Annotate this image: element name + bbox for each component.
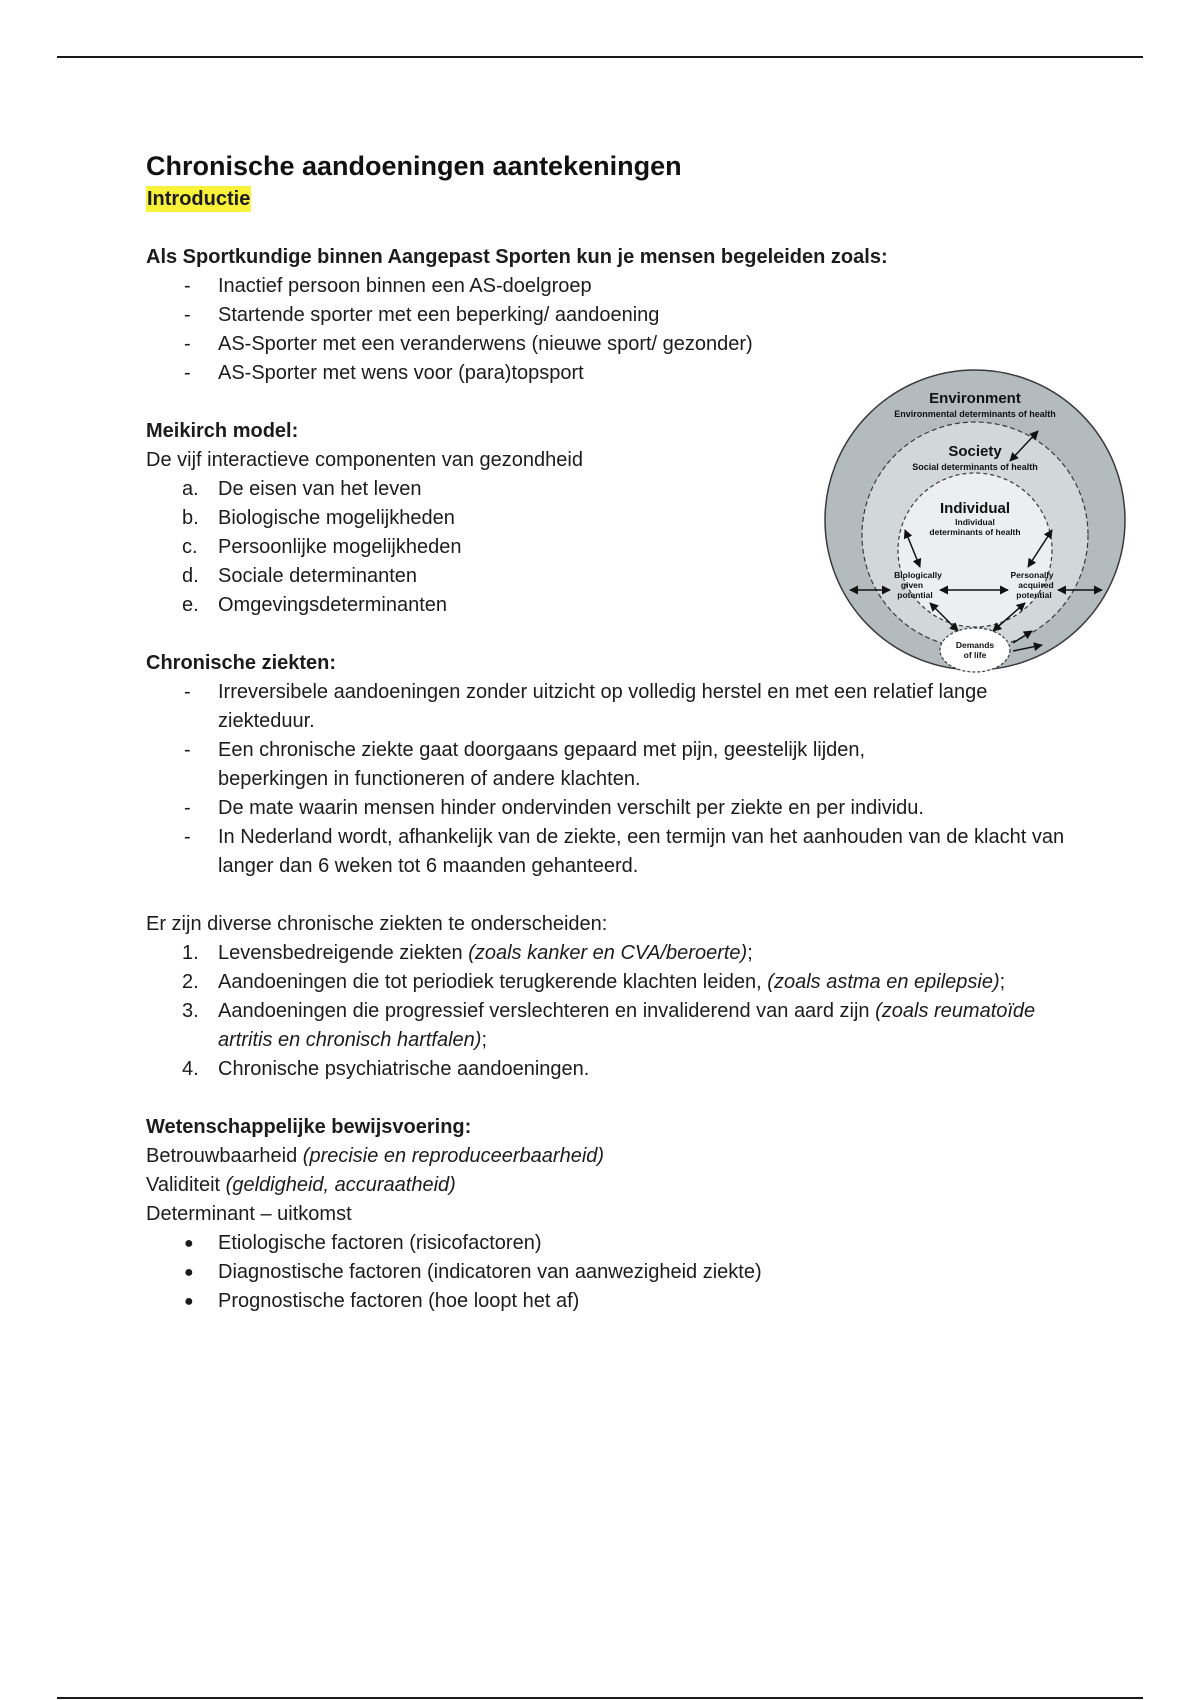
- list-item: - In Nederland wordt, afhankelijk van de ziekte, een termijn van het aanhouden van de klacht van langer dan 6 weken tot 6 maanden gehanteerd.: [184, 826, 1065, 877]
- individual-label: Individual: [939, 500, 1011, 517]
- list-item: 4. Chronische psychiatrische aandoeningen.: [182, 1058, 590, 1080]
- list-item: - AS-Sporter met een veranderwens (nieuwe sport/ gezonder): [184, 333, 753, 355]
- society-label: Society: [948, 443, 1002, 460]
- diverse-intro: Er zijn diverse chronische ziekten te onderscheiden:: [146, 913, 608, 935]
- list-item: c. Persoonlijke mogelijkheden: [182, 536, 462, 558]
- meikirch-intro: De vijf interactieve componenten van gezondheid: [146, 449, 583, 471]
- list-item: 1. Levensbedreigende ziekten (zoals kanker en CVA/beroerte);: [182, 942, 753, 964]
- chronic-heading: Chronische ziekten:: [146, 652, 337, 674]
- demands-label: of life: [963, 650, 987, 660]
- list-item: ● Diagnostische factoren (indicatoren van aanwezigheid ziekte): [184, 1261, 762, 1283]
- list-item: - Startende sporter met een beperking/ aandoening: [184, 304, 660, 326]
- document-body: [146, 148, 1066, 1316]
- list-item: - AS-Sporter met wens voor (para)topsport: [184, 362, 584, 384]
- list-item: 3. Aandoeningen die progressief verslechteren en invaliderend van aard zijn (zoals reumatoïde artritis en chronisch hartfalen);: [182, 1000, 1036, 1051]
- individual-circle: [898, 473, 1052, 627]
- intro-heading: Introductie: [147, 188, 251, 210]
- list-item: e. Omgevingsdeterminanten: [182, 594, 448, 616]
- personal-label: Personally: [1010, 570, 1054, 580]
- sport-heading: Als Sportkundige binnen Aangepast Sporten kun je mensen begeleiden zoals:: [146, 246, 888, 268]
- environment-label: Environment: [929, 390, 1021, 407]
- evidence-line: Validiteit (geldigheid, accuraatheid): [146, 1174, 456, 1196]
- individual-sub-label: determinants of health: [929, 527, 1021, 537]
- list-item: d. Sociale determinanten: [182, 565, 418, 587]
- biological-label: potential: [897, 590, 933, 600]
- environment-sub-label: Environmental determinants of health: [894, 409, 1056, 419]
- meikirch-heading: Meikirch model:: [146, 420, 299, 442]
- biological-label: Biologically: [894, 570, 942, 580]
- evidence-line: Determinant – uitkomst: [146, 1203, 352, 1225]
- demands-label: Demands: [955, 640, 995, 650]
- list-item: b. Biologische mogelijkheden: [182, 507, 455, 529]
- list-item: 2. Aandoeningen die tot periodiek terugkerende klachten leiden, (zoals astma en epilepsie);: [182, 971, 1006, 993]
- meikirch-diagram: [820, 365, 1130, 675]
- list-item: - Inactief persoon binnen een AS-doelgroep: [184, 275, 592, 297]
- individual-sub-label: Individual: [955, 517, 995, 527]
- list-item: - Een chronische ziekte gaat doorgaans gepaard met pijn, geestelijk lijden, beperkingen in functioneren of andere klachten.: [184, 739, 866, 790]
- page-title: Chronische aandoeningen aantekeningen: [146, 151, 682, 181]
- list-item: a. De eisen van het leven: [182, 478, 422, 500]
- society-sub-label: Social determinants of health: [912, 462, 1038, 472]
- list-item: ● Prognostische factoren (hoe loopt het af): [184, 1290, 580, 1312]
- evidence-line: Betrouwbaarheid (precisie en reproduceerbaarheid): [146, 1145, 605, 1167]
- evidence-list: [146, 1229, 1066, 1316]
- evidence-heading: Wetenschappelijke bewijsvoering:: [146, 1116, 472, 1138]
- personal-label: potential: [1016, 590, 1052, 600]
- footer-rule: [57, 1697, 1143, 1699]
- biological-label: given: [900, 580, 924, 590]
- list-item: - Irreversibele aandoeningen zonder uitzicht op volledig herstel en met een relatief lange ziekteduur.: [184, 681, 988, 732]
- chronic-list: [146, 678, 1066, 881]
- list-item: - De mate waarin mensen hinder ondervinden verschilt per ziekte en per individu.: [184, 797, 924, 819]
- personal-label: acquired: [1018, 580, 1054, 590]
- diverse-list: [146, 939, 1066, 1084]
- list-item: ● Etiologische factoren (risicofactoren): [184, 1232, 542, 1254]
- header-rule: [57, 56, 1143, 58]
